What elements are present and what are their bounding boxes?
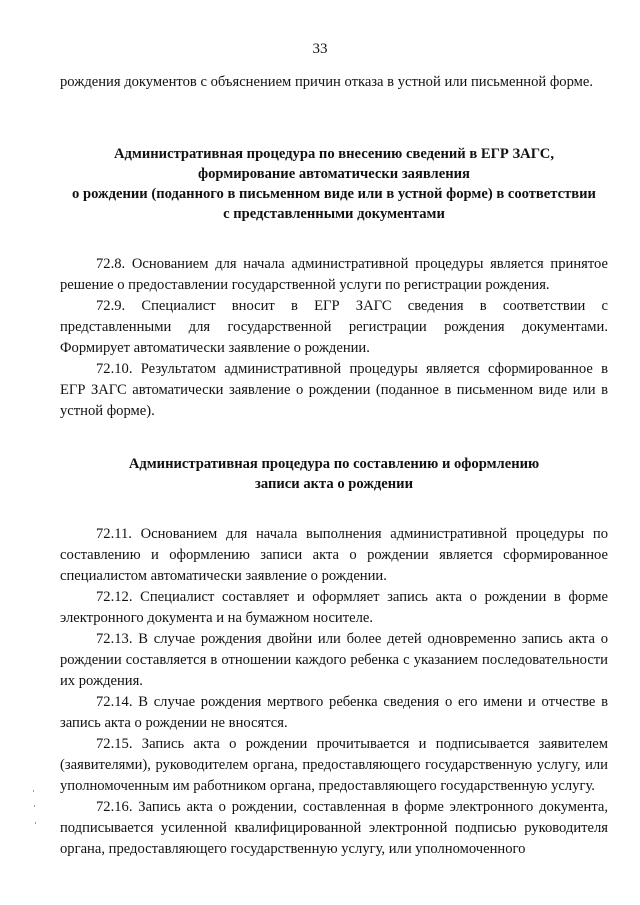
paragraph-72-11: 72.11. Основанием для начала выполнения административной процедуры по составлению и оформлению записи акта о рождении является сформированное специалистом автоматически заявление о рождении. bbox=[60, 526, 608, 584]
paragraph-72-10: 72.10. Результатом административной процедуры является сформированное в ЕГР ЗАГС автоматически заявление о рождении (поданное в письменном виде или в устной форме). bbox=[60, 361, 608, 419]
scan-speck bbox=[34, 805, 35, 807]
intro-paragraph: рождения документов с объяснением причин отказа в устной или письменной форме. bbox=[60, 74, 594, 90]
section2-heading bbox=[60, 454, 608, 494]
scan-speck bbox=[33, 790, 34, 792]
paragraph-72-15: 72.15. Запись акта о рождении прочитывается и подписывается заявителем (заявителями), руководителем органа, предоставляющего государственную услугу, или уполномоченным им работником органа, предоставляющего государственную услугу. bbox=[60, 736, 608, 794]
paragraph-72-8: 72.8. Основанием для начала административной процедуры является принятое решение о предоставлении государственной услуги по регистрации рождения. bbox=[60, 256, 608, 293]
section1-heading-line: формирование автоматически заявления bbox=[198, 166, 470, 182]
page-number: 33 bbox=[312, 41, 328, 57]
section1-heading bbox=[60, 144, 608, 224]
section1-heading-line: о рождении (поданного в письменном виде или в устной форме) в соответствии bbox=[72, 186, 596, 202]
scan-speck bbox=[35, 822, 36, 824]
paragraph-72-13: 72.13. В случае рождения двойни или более детей одновременно запись акта о рождении составляется в отношении каждого ребенка с указанием последовательности их рождения. bbox=[60, 631, 608, 689]
section2-heading-line: записи акта о рождении bbox=[255, 476, 413, 492]
paragraph-72-14: 72.14. В случае рождения мертвого ребенка сведения о его имени и отчестве в запись акта о рождении не вносятся. bbox=[60, 694, 608, 731]
paragraph-72-9: 72.9. Специалист вносит в ЕГР ЗАГС сведения в соответствии с представленными для государственной регистрации рождения документами. Формирует автоматически заявление о рождении. bbox=[60, 298, 608, 356]
paragraph-72-16: 72.16. Запись акта о рождении, составленная в форме электронного документа, подписывается усиленной квалифицированной электронной подписью руководителя органа, предоставляющего государственную услугу, или уполномоченного bbox=[60, 799, 608, 857]
section1-heading-line: с представленными документами bbox=[223, 206, 445, 222]
paragraph-72-12: 72.12. Специалист составляет и оформляет запись акта о рождении в форме электронного документа и на бумажном носителе. bbox=[60, 589, 608, 626]
document-body bbox=[60, 72, 608, 860]
section2-heading-line: Административная процедура по составлению и оформлению bbox=[128, 456, 540, 472]
section1-heading-line: Административная процедура по внесению сведений в ЕГР ЗАГС, bbox=[114, 146, 554, 162]
